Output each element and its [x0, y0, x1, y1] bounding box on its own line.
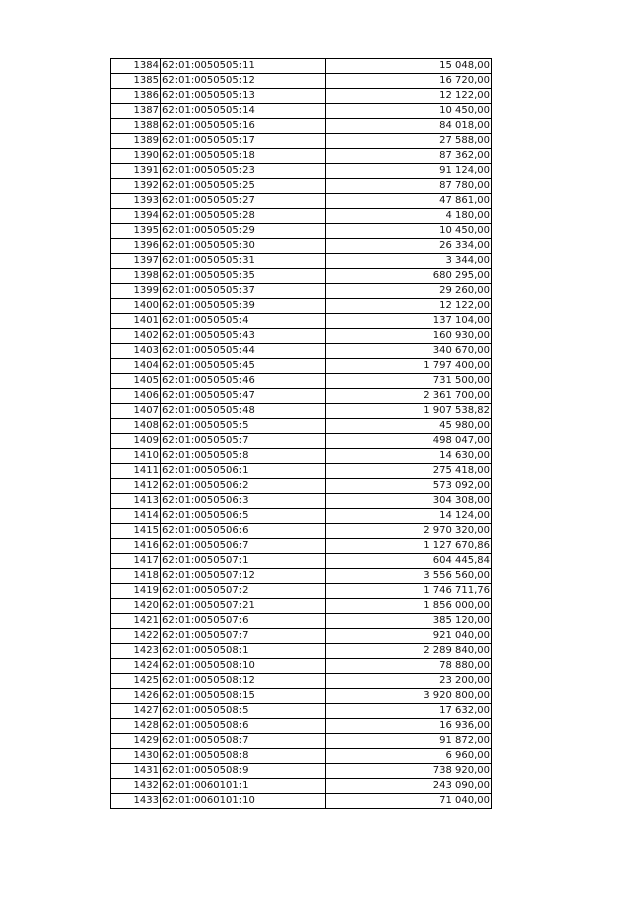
cadastral-number-cell: 62:01:0050506:2 [161, 479, 326, 494]
cadastral-number-cell: 62:01:0050506:6 [161, 524, 326, 539]
cadastral-value-cell: 921 040,00 [326, 629, 492, 644]
table-row [111, 794, 492, 809]
row-number-cell: 1401 [111, 314, 161, 329]
row-number-cell: 1431 [111, 764, 161, 779]
row-number-cell: 1432 [111, 779, 161, 794]
row-number-cell: 1393 [111, 194, 161, 209]
row-number-cell: 1389 [111, 134, 161, 149]
cadastral-number-cell: 62:01:0060101:10 [161, 794, 326, 809]
table-row [111, 779, 492, 794]
row-number-cell: 1386 [111, 89, 161, 104]
row-number-cell: 1430 [111, 749, 161, 764]
cadastral-number-cell: 62:01:0050506:7 [161, 539, 326, 554]
row-number-cell: 1419 [111, 584, 161, 599]
row-number-cell: 1395 [111, 224, 161, 239]
cadastral-value-cell: 14 630,00 [326, 449, 492, 464]
cadastral-value-cell: 84 018,00 [326, 119, 492, 134]
row-number-cell: 1396 [111, 239, 161, 254]
cadastral-number-cell: 62:01:0050505:48 [161, 404, 326, 419]
table-row [111, 374, 492, 389]
cadastral-value-cell: 15 048,00 [326, 59, 492, 74]
cadastral-number-cell: 62:01:0050505:45 [161, 359, 326, 374]
cadastral-value-cell: 573 092,00 [326, 479, 492, 494]
cadastral-value-cell: 3 556 560,00 [326, 569, 492, 584]
cadastral-value-cell: 738 920,00 [326, 764, 492, 779]
table-row [111, 149, 492, 164]
cadastral-value-cell: 17 632,00 [326, 704, 492, 719]
cadastral-number-cell: 62:01:0050505:29 [161, 224, 326, 239]
cadastral-number-cell: 62:01:0050505:16 [161, 119, 326, 134]
table-row [111, 224, 492, 239]
cadastral-value-cell: 1 746 711,76 [326, 584, 492, 599]
table-row [111, 299, 492, 314]
cadastral-value-cell: 27 588,00 [326, 134, 492, 149]
table-row [111, 689, 492, 704]
row-number-cell: 1397 [111, 254, 161, 269]
cadastral-value-cell: 16 720,00 [326, 74, 492, 89]
cadastral-number-cell: 62:01:0050508:1 [161, 644, 326, 659]
table-row [111, 419, 492, 434]
row-number-cell: 1392 [111, 179, 161, 194]
cadastral-number-cell: 62:01:0050508:9 [161, 764, 326, 779]
row-number-cell: 1422 [111, 629, 161, 644]
table-row [111, 674, 492, 689]
table-row [111, 719, 492, 734]
table-row [111, 614, 492, 629]
cadastral-number-cell: 62:01:0060101:1 [161, 779, 326, 794]
row-number-cell: 1399 [111, 284, 161, 299]
row-number-cell: 1425 [111, 674, 161, 689]
row-number-cell: 1408 [111, 419, 161, 434]
row-number-cell: 1400 [111, 299, 161, 314]
cadastral-number-cell: 62:01:0050507:2 [161, 584, 326, 599]
table-row [111, 134, 492, 149]
cadastral-value-cell: 1 907 538,82 [326, 404, 492, 419]
cadastral-value-cell: 12 122,00 [326, 89, 492, 104]
cadastral-value-cell: 137 104,00 [326, 314, 492, 329]
cadastral-value-cell: 6 960,00 [326, 749, 492, 764]
table-row [111, 599, 492, 614]
row-number-cell: 1428 [111, 719, 161, 734]
table-row [111, 59, 492, 74]
table-row [111, 479, 492, 494]
row-number-cell: 1427 [111, 704, 161, 719]
table-row [111, 524, 492, 539]
table-row [111, 239, 492, 254]
cadastral-number-cell: 62:01:0050505:18 [161, 149, 326, 164]
cadastral-value-cell: 23 200,00 [326, 674, 492, 689]
row-number-cell: 1414 [111, 509, 161, 524]
table-row [111, 329, 492, 344]
cadastral-number-cell: 62:01:0050505:4 [161, 314, 326, 329]
row-number-cell: 1418 [111, 569, 161, 584]
cadastral-value-cell: 71 040,00 [326, 794, 492, 809]
cadastral-number-cell: 62:01:0050505:27 [161, 194, 326, 209]
row-number-cell: 1403 [111, 344, 161, 359]
table-row [111, 659, 492, 674]
cadastral-value-cell: 29 260,00 [326, 284, 492, 299]
cadastral-number-cell: 62:01:0050505:14 [161, 104, 326, 119]
row-number-cell: 1433 [111, 794, 161, 809]
row-number-cell: 1421 [111, 614, 161, 629]
cadastral-value-cell: 47 861,00 [326, 194, 492, 209]
table-row [111, 749, 492, 764]
row-number-cell: 1429 [111, 734, 161, 749]
table-row [111, 404, 492, 419]
table-row [111, 494, 492, 509]
table-row [111, 254, 492, 269]
cadastral-value-cell: 1 856 000,00 [326, 599, 492, 614]
table-row [111, 539, 492, 554]
row-number-cell: 1424 [111, 659, 161, 674]
row-number-cell: 1384 [111, 59, 161, 74]
table-row [111, 209, 492, 224]
cadastral-value-cell: 12 122,00 [326, 299, 492, 314]
cadastral-number-cell: 62:01:0050506:1 [161, 464, 326, 479]
cadastral-value-cell: 10 450,00 [326, 224, 492, 239]
row-number-cell: 1413 [111, 494, 161, 509]
cadastral-value-cell: 604 445,84 [326, 554, 492, 569]
cadastral-number-cell: 62:01:0050507:1 [161, 554, 326, 569]
cadastral-value-cell: 1 127 670,86 [326, 539, 492, 554]
table-row [111, 389, 492, 404]
cadastral-number-cell: 62:01:0050508:7 [161, 734, 326, 749]
cadastral-value-cell: 1 797 400,00 [326, 359, 492, 374]
row-number-cell: 1420 [111, 599, 161, 614]
row-number-cell: 1405 [111, 374, 161, 389]
cadastral-number-cell: 62:01:0050505:13 [161, 89, 326, 104]
cadastral-number-cell: 62:01:0050505:44 [161, 344, 326, 359]
cadastral-value-table [110, 58, 492, 809]
table-row [111, 314, 492, 329]
cadastral-number-cell: 62:01:0050507:6 [161, 614, 326, 629]
cadastral-value-cell: 3 344,00 [326, 254, 492, 269]
cadastral-value-cell: 243 090,00 [326, 779, 492, 794]
cadastral-number-cell: 62:01:0050506:5 [161, 509, 326, 524]
cadastral-value-cell: 10 450,00 [326, 104, 492, 119]
cadastral-value-cell: 45 980,00 [326, 419, 492, 434]
cadastral-value-cell: 78 880,00 [326, 659, 492, 674]
cadastral-value-cell: 87 780,00 [326, 179, 492, 194]
cadastral-number-cell: 62:01:0050505:17 [161, 134, 326, 149]
table-row [111, 74, 492, 89]
cadastral-value-cell: 14 124,00 [326, 509, 492, 524]
table-body [111, 59, 492, 809]
cadastral-value-cell: 160 930,00 [326, 329, 492, 344]
row-number-cell: 1409 [111, 434, 161, 449]
row-number-cell: 1416 [111, 539, 161, 554]
row-number-cell: 1423 [111, 644, 161, 659]
cadastral-value-cell: 87 362,00 [326, 149, 492, 164]
table-row [111, 269, 492, 284]
table-row [111, 644, 492, 659]
table-row [111, 344, 492, 359]
table-row [111, 104, 492, 119]
row-number-cell: 1415 [111, 524, 161, 539]
cadastral-number-cell: 62:01:0050505:28 [161, 209, 326, 224]
cadastral-number-cell: 62:01:0050508:10 [161, 659, 326, 674]
row-number-cell: 1387 [111, 104, 161, 119]
cadastral-number-cell: 62:01:0050505:43 [161, 329, 326, 344]
cadastral-value-cell: 26 334,00 [326, 239, 492, 254]
table-row [111, 584, 492, 599]
cadastral-value-cell: 3 920 800,00 [326, 689, 492, 704]
table-row [111, 359, 492, 374]
row-number-cell: 1426 [111, 689, 161, 704]
cadastral-value-cell: 385 120,00 [326, 614, 492, 629]
cadastral-value-cell: 91 124,00 [326, 164, 492, 179]
cadastral-number-cell: 62:01:0050508:5 [161, 704, 326, 719]
cadastral-number-cell: 62:01:0050508:6 [161, 719, 326, 734]
row-number-cell: 1398 [111, 269, 161, 284]
table-row [111, 569, 492, 584]
cadastral-number-cell: 62:01:0050508:8 [161, 749, 326, 764]
table-row [111, 119, 492, 134]
table-row [111, 509, 492, 524]
row-number-cell: 1402 [111, 329, 161, 344]
table-row [111, 194, 492, 209]
cadastral-number-cell: 62:01:0050505:12 [161, 74, 326, 89]
row-number-cell: 1394 [111, 209, 161, 224]
cadastral-value-cell: 680 295,00 [326, 269, 492, 284]
table-row [111, 629, 492, 644]
cadastral-number-cell: 62:01:0050505:46 [161, 374, 326, 389]
cadastral-number-cell: 62:01:0050505:39 [161, 299, 326, 314]
row-number-cell: 1412 [111, 479, 161, 494]
cadastral-number-cell: 62:01:0050505:47 [161, 389, 326, 404]
table-row [111, 554, 492, 569]
cadastral-value-cell: 91 872,00 [326, 734, 492, 749]
row-number-cell: 1391 [111, 164, 161, 179]
row-number-cell: 1410 [111, 449, 161, 464]
cadastral-number-cell: 62:01:0050508:12 [161, 674, 326, 689]
table-row [111, 464, 492, 479]
cadastral-number-cell: 62:01:0050507:12 [161, 569, 326, 584]
row-number-cell: 1417 [111, 554, 161, 569]
cadastral-number-cell: 62:01:0050505:7 [161, 434, 326, 449]
cadastral-number-cell: 62:01:0050505:11 [161, 59, 326, 74]
row-number-cell: 1407 [111, 404, 161, 419]
table-row [111, 434, 492, 449]
cadastral-number-cell: 62:01:0050505:30 [161, 239, 326, 254]
cadastral-number-cell: 62:01:0050505:5 [161, 419, 326, 434]
table-row [111, 284, 492, 299]
cadastral-number-cell: 62:01:0050507:7 [161, 629, 326, 644]
cadastral-value-cell: 2 361 700,00 [326, 389, 492, 404]
cadastral-number-cell: 62:01:0050508:15 [161, 689, 326, 704]
row-number-cell: 1406 [111, 389, 161, 404]
table-row [111, 704, 492, 719]
cadastral-value-cell: 275 418,00 [326, 464, 492, 479]
cadastral-number-cell: 62:01:0050507:21 [161, 599, 326, 614]
row-number-cell: 1390 [111, 149, 161, 164]
cadastral-value-cell: 2 970 320,00 [326, 524, 492, 539]
cadastral-value-cell: 304 308,00 [326, 494, 492, 509]
table-row [111, 734, 492, 749]
cadastral-number-cell: 62:01:0050505:31 [161, 254, 326, 269]
cadastral-number-cell: 62:01:0050505:23 [161, 164, 326, 179]
cadastral-value-cell: 340 670,00 [326, 344, 492, 359]
row-number-cell: 1411 [111, 464, 161, 479]
table-row [111, 164, 492, 179]
cadastral-number-cell: 62:01:0050505:35 [161, 269, 326, 284]
cadastral-number-cell: 62:01:0050505:25 [161, 179, 326, 194]
table-row [111, 764, 492, 779]
cadastral-value-cell: 2 289 840,00 [326, 644, 492, 659]
cadastral-value-cell: 498 047,00 [326, 434, 492, 449]
table-row [111, 449, 492, 464]
cadastral-number-cell: 62:01:0050505:8 [161, 449, 326, 464]
row-number-cell: 1385 [111, 74, 161, 89]
cadastral-number-cell: 62:01:0050505:37 [161, 284, 326, 299]
cadastral-value-cell: 4 180,00 [326, 209, 492, 224]
cadastral-value-cell: 731 500,00 [326, 374, 492, 389]
cadastral-value-cell: 16 936,00 [326, 719, 492, 734]
table-row [111, 89, 492, 104]
row-number-cell: 1404 [111, 359, 161, 374]
row-number-cell: 1388 [111, 119, 161, 134]
table-row [111, 179, 492, 194]
cadastral-number-cell: 62:01:0050506:3 [161, 494, 326, 509]
